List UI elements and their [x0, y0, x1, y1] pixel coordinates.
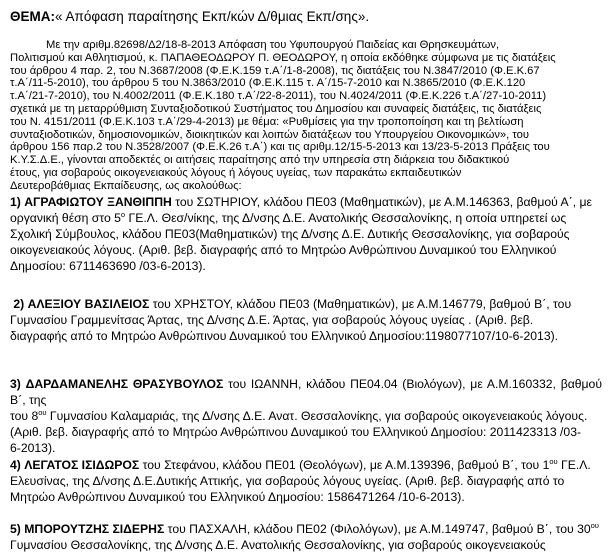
item-number: 4): [10, 458, 21, 472]
intro-paragraph: [10, 39, 602, 193]
subject-text: « Απόφαση παραίτησης Εκπ/κών Δ/θμιας Εκπ/σης».: [55, 9, 370, 24]
subject-label: ΘΕΜΑ:: [10, 9, 55, 24]
intro-line: τ.Α΄/21-7-2010), του Ν.4002/2011 (Φ.Ε.Κ.180 τ.Α΄/22-8-2011), του Ν.4024/2011 (Φ.Ε.Κ.226 τ.Α΄/27-10-2011): [10, 90, 547, 103]
item-number: 1): [10, 195, 21, 209]
intro-line: Κ.Υ.Σ.Δ.Ε., γίνονται αποδεκτές οι αιτήσεις παραίτησης από την υπηρεσία στη διάρκεια του διδακτικού: [10, 154, 510, 167]
item-number: 5): [10, 522, 21, 536]
intro-line: συνταξιοδοτικών, δημοσιονομικών, διοικητικών και λοιπών διατάξεων του Υπουργείου Οικονομικών», του: [10, 128, 529, 141]
intro-line: σχετικά με τη μεταρρύθμιση Συνταξιοδοτικού Συστήματος του Δημοσίου και συναφείς διατάξεις, τις διατάξεις: [10, 102, 542, 115]
intro-line: Πολιτισμού και Αθλητισμού, κ. ΠΑΠΑΘΕΟΔΩΡΟΥ Π. ΘΕΟΔΩΡΟΥ, η οποία εκδόθηκε σύμφωνα με τις διατάξεις: [10, 51, 556, 64]
subject-line: [10, 8, 369, 25]
item-name: ΛΕΓΑΤΟΣ ΙΣΙΔΩΡΟΣ: [24, 458, 140, 472]
intro-line: του Ν. 4151/2011 (Φ.Ε.Κ.103 τ.Α΄/29-4-2013) με θέμα: «Ρυθμίσεις για την τροποποίηση και τη βελτίωση: [10, 115, 524, 128]
intro-line: έτους, για σοβαρούς οικογενειακούς λόγους ή λόγους υγείας, των παρακάτω εκπαιδευτικών: [10, 166, 462, 179]
list-item: 1) ΑΓΡΑΦΙΩΤΟΥ ΞΑΝΘΙΠΠΗ του ΣΩΤΗΡΙΟΥ, κλάδου ΠΕ03 (Μαθηματικών), με Α.Μ.146363, βαθμού Α΄, με οργανική θέση στο $5^o$ ΓΕ.Λ. Θεσ/νίκης, της Δ/νσης Δ.Ε. Ανατολικής Θεσσαλονίκης, η οποία υπηρετεί ως Σχολική Σύμβουλος, κλάδου ΠΕ03(Μαθηματικών) της Δ/νσης Δ.Ε. Δυτικής Θεσσαλονίκης, για σοβαρούς οικογενειακούς λόγους. (Αριθ. βεβ. διαγραφής από το Μητρώο Ανθρώπινου Δυναμικού του Ελληνικού Δημοσίου: 6711463690 /03-6-2013).: [10, 195, 592, 274]
intro-line: του άρθρου 4 παρ. 2, του Ν.3687/2008 (Φ.Ε.Κ.159 τ.Α΄/1-8-2008), τις διατάξεις του Ν.3847/2010 (Φ.Ε.Κ.67: [10, 64, 540, 77]
item-name: ΑΛΕΞΙΟΥ ΒΑΣΙΛΕΙΟΣ: [27, 297, 150, 311]
intro-line: Δευτεροβάθμιας Εκπαίδευσης, ως ακολούθως:: [10, 179, 242, 192]
list-item: 4) ΛΕΓΑΤΟΣ ΙΣΙΔΩΡΟΣ του Στεφάνου, κλάδου ΠΕ01 (Θεολόγων), με Α.Μ.139396, βαθμού Β΄, του $1^{o\upsilon}$ ΓΕ.Λ. Ελευσίνας, της Δ/νσης Δ.Ε.Δυτικής Αττικής, για σοβαρούς λόγους υγείας. (Αριθ. βεβ. διαγραφής από το Μητρώο Ανθρώπινου Δυναμικού του Ελληνικού Δημοσίου: 1586471264 /10-6-2013).: [10, 457, 591, 505]
intro-line: Με την αριθμ.82698/Δ2/18-8-2013 Απόφαση του Υφυπουργού Παιδείας και Θρησκευμάτων,: [46, 39, 500, 51]
intro-line: τ.Α΄/11-5-2010), του άρθρου 5 του Ν.3863/2010 (Φ.Ε.Κ.115 τ. Α΄/15-7-2010 και Ν.3865/2010 (Φ.Ε.Κ.120: [10, 77, 526, 90]
item-name: ΔΑΡΔΑΜΑΝΕΛΗΣ ΘΡΑΣΥΒΟΥΛΟΣ: [25, 377, 224, 391]
item-number: 2): [13, 297, 25, 311]
list-item: 3) ΔΑΡΔΑΜΑΝΕΛΗΣ ΘΡΑΣΥΒΟΥΛΟΣ του ΙΩΑΝΝΗ, κλάδου ΠΕ04.04 (Βιολόγων), με Α.Μ.160332, βαθμού Β΄, της του $8^{o\upsilon}$ Γυμνασίου Καλαμαριάς, της Δ/νσης Δ.Ε. Ανατ. Θεσσαλονίκης, για σοβαρούς οικογενειακούς λόγους. (Αριθ. βεβ. διαγραφής από το Μητρώο Ανθρώπινου Δυναμικού του Ελληνικού Δημοσίου: 2011423313 /03- 6-2013).: [10, 377, 602, 456]
list-item: 5) ΜΠΟΡΟΥΤΖΗΣ ΣΙΔΕΡΗΣ του ΠΑΣΧΑΛΗ, κλάδου ΠΕ02 (Φιλολόγων), με Α.Μ.149747, βαθμού Β΄, του $30^{o\upsilon}$ Γυμνασίου Θεσσαλονίκης, της Δ/νσης Δ.Ε. Ανατολικής Θεσσαλονίκης, για σοβαρούς οικογενειακούς: [10, 521, 599, 553]
intro-line: άρθρου 156 παρ.2 του Ν.3528/2007 (Φ.Ε.Κ.26 τ.Α΄) και τις αριθμ.12/15-5-2013 και 13/23-5-2013 Πράξεις του: [10, 141, 550, 154]
item-number: 3): [10, 377, 21, 391]
item-name: ΑΓΡΑΦΙΩΤΟΥ ΞΑΝΘΙΠΠΗ: [24, 195, 172, 209]
list-item: 2) ΑΛΕΞΙΟΥ ΒΑΣΙΛΕΙΟΣ του ΧΡΗΣΤΟΥ, κλάδου ΠΕ03 (Μαθηματικών), με Α.Μ.146779, βαθμού Β΄, του Γυμνασίου Γραμμενίτσας Άρτας, της Δ/νσης Δ.Ε. Άρτας, για σοβαρούς λόγους υγείας . (Αριθ. βεβ. διαγραφής από το Μητρώο Ανθρώπινου Δυναμικού του Ελληνικού Δημοσίου:1198077107/10-6-2013).: [10, 297, 572, 344]
item-name: ΜΠΟΡΟΥΤΖΗΣ ΣΙΔΕΡΗΣ: [24, 522, 165, 536]
